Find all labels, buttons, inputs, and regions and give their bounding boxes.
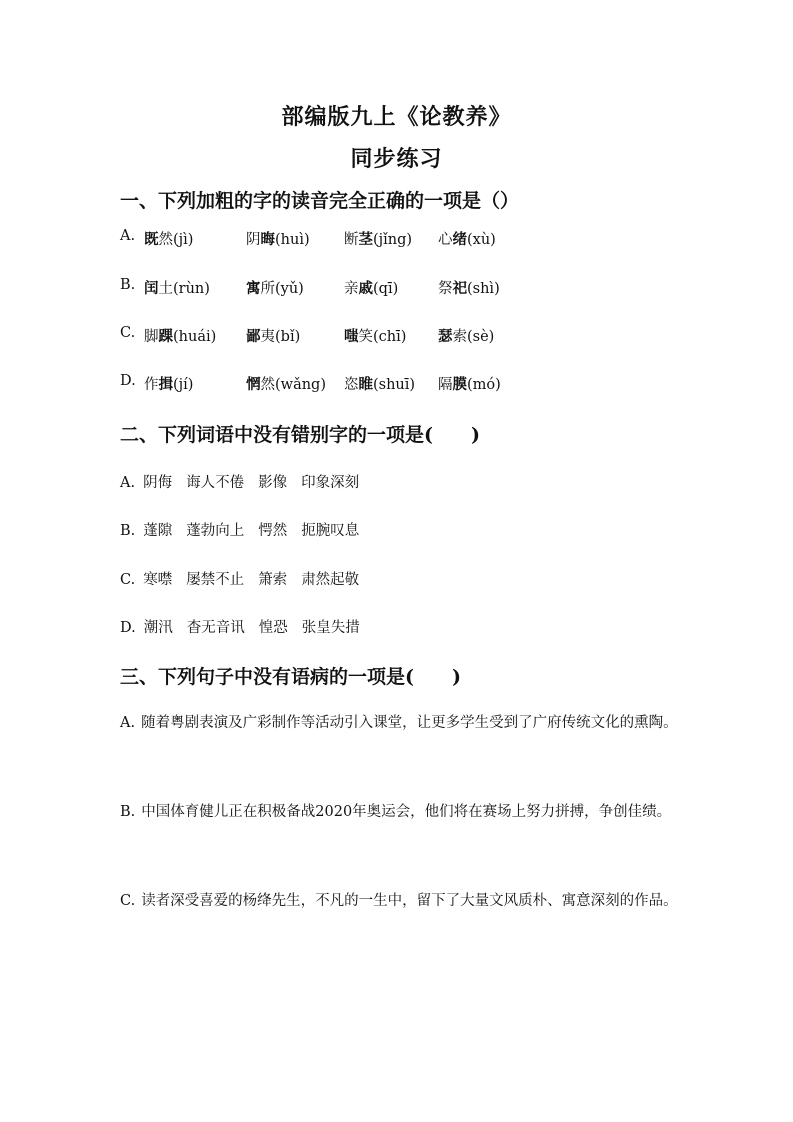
pronunciation-item [438,277,500,298]
bold-character: 踝 [158,328,173,345]
pronunciation-item [344,228,412,249]
item-suffix: 土(rùn) [158,281,210,297]
bold-character: 睢 [358,376,373,393]
option-letter: A. [120,715,136,731]
pronunciation-item [246,228,310,249]
item-suffix: 然(jì) [158,232,194,248]
option-word: 印象深刻 [301,475,360,491]
bold-character: 戚 [358,280,373,297]
bold-character: 祀 [452,280,467,297]
pronunciation-item [344,373,415,394]
item-suffix: 索(sè) [452,329,495,345]
section2-option-row [120,568,373,589]
pronunciation-item [144,277,210,298]
option-letter: D. [120,620,136,636]
pronunciation-item [344,325,406,346]
pronunciation-item [246,277,304,298]
pronunciation-item [438,373,501,394]
item-prefix: 恣 [344,377,359,393]
option-word: 杳无音讯 [186,620,245,636]
item-prefix: 祭 [438,281,453,297]
option-word: 寒噤 [143,572,173,588]
item-suffix: (huì) [275,232,310,248]
item-suffix: 夷(bǐ) [260,329,301,345]
bold-character: 既 [144,231,159,248]
option-letter: D. [120,373,136,389]
option-word: 箫索 [258,572,288,588]
option-word: 蓬隙 [143,523,173,539]
bold-character: 闰 [144,280,159,297]
option-word: 惶恐 [258,620,288,636]
item-prefix: 断 [344,232,359,248]
option-word: 诲人不倦 [186,475,245,491]
item-prefix: 亲 [344,281,359,297]
option-letter: B. [120,523,136,539]
pronunciation-item [246,325,300,346]
option-letter: C. [120,325,136,341]
bold-character: 寓 [246,280,261,297]
item-suffix: 所(yǔ) [260,281,304,297]
document-title: 部编版九上《论教养》 [281,104,512,130]
pronunciation-item [246,373,326,394]
item-suffix: (mó) [467,377,501,393]
bold-character: 惘 [246,376,261,393]
pronunciation-item [438,228,496,249]
document-subtitle: 同步练习 [350,146,443,172]
item-prefix: 作 [144,377,159,393]
pronunciation-item [144,373,193,394]
bold-character: 茎 [358,231,373,248]
bold-character: 膜 [452,376,467,393]
option-letter: A. [120,228,136,244]
option-word: 肃然起敬 [301,572,360,588]
item-suffix: (shì) [467,281,500,297]
option-word: 屡禁不止 [186,572,245,588]
item-suffix: (huái) [173,329,217,345]
option-letter: C. [120,572,136,588]
option-word: 影像 [258,475,288,491]
pronunciation-item [144,325,216,346]
bold-character: 晦 [260,231,275,248]
item-suffix: (shuī) [373,377,416,393]
item-suffix: 笑(chī) [358,329,407,345]
option-sentence: 中国体育健儿正在积极备战2020年奥运会，他们将在赛场上努力拼搏，争创佳绩。 [141,804,672,820]
item-prefix: 隔 [438,377,453,393]
option-word: 潮汛 [143,620,173,636]
option-letter: A. [120,475,136,491]
item-suffix: (jǐng) [373,232,413,248]
section3-option-paragraph [120,792,680,832]
bold-character: 瑟 [438,328,453,345]
bold-character: 鄙 [246,328,261,345]
item-suffix: (qī) [373,281,399,297]
item-suffix: (jí) [173,377,194,393]
item-suffix: (xù) [467,232,496,248]
item-prefix: 心 [438,232,453,248]
section1-heading: 一、下列加粗的字的读音完全正确的一项是（） [120,190,520,212]
bold-character: 绪 [452,231,467,248]
option-sentence: 读者深受喜爱的杨绛先生，不凡的一生中，留下了大量文风质朴、寓意深刻的作品。 [141,893,678,909]
section2-option-row [120,471,373,492]
section3-heading: 三、下列句子中没有语病的一项是( ) [120,666,461,688]
option-word: 张皇失措 [301,620,360,636]
pronunciation-item [344,277,398,298]
pronunciation-item [438,325,494,346]
bold-character: 嗤 [344,328,359,345]
section2-option-row [120,519,373,540]
item-prefix: 脚 [144,329,159,345]
option-letter: B. [120,277,136,293]
option-word: 扼腕叹息 [301,523,360,539]
option-letter: C. [120,893,136,909]
item-suffix: 然(wǎng) [260,377,326,393]
section2-option-row [120,616,374,637]
item-prefix: 阴 [246,232,261,248]
pronunciation-item [144,228,193,249]
section3-option-paragraph [120,881,680,921]
section3-option-paragraph [120,703,680,743]
section2-heading: 二、下列词语中没有错别字的一项是( ) [120,424,480,446]
option-word: 愕然 [258,523,288,539]
option-word: 阴侮 [143,475,173,491]
option-letter: B. [120,804,136,820]
bold-character: 揖 [158,376,173,393]
option-word: 蓬勃向上 [186,523,245,539]
option-sentence: 随着粤剧表演及广彩制作等活动引入课堂，让更多学生受到了广府传统文化的熏陶。 [141,715,678,731]
